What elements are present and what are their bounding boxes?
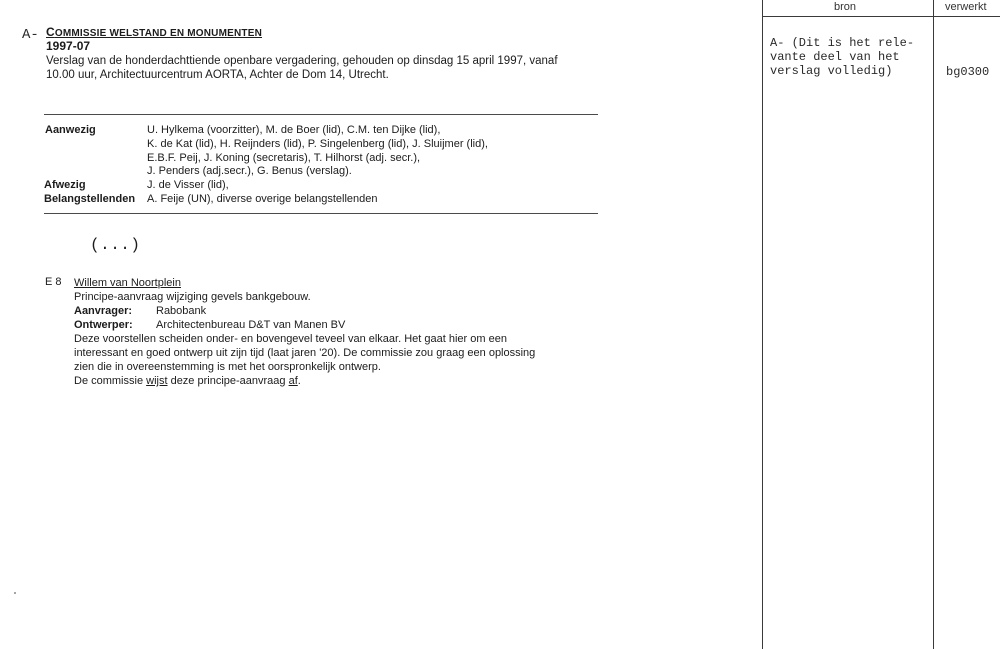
ontwerper-value: Architectenbureau D&T van Manen BV: [156, 319, 346, 331]
agenda-item: [74, 276, 594, 388]
bron-header: bron: [834, 1, 857, 13]
agenda-item-code: E 8: [45, 276, 62, 288]
section-marker: A-: [22, 27, 39, 43]
verwerkt-code: bg0300: [946, 65, 990, 79]
belangstellenden-value: A. Feije (UN), diverse overige belangstellenden: [147, 192, 378, 205]
bron-note: [770, 36, 930, 78]
afwezig-label: Afwezig: [44, 179, 86, 192]
agenda-item-subtitle: Principe-aanvraag wijziging gevels bankgebouw.: [74, 291, 311, 303]
bottom-divider: [44, 213, 598, 214]
ontwerper-label: Ontwerper:: [74, 319, 133, 331]
margin-column-divider: [933, 0, 934, 649]
omission-ellipsis: (...): [90, 236, 141, 254]
verwerkt-header: verwerkt: [945, 1, 987, 13]
conclusion-line: [74, 374, 594, 388]
conclusion-verb: wijst: [146, 375, 168, 387]
conclusion-af: af: [288, 375, 298, 387]
conclusion-text: De commissie: [74, 375, 147, 387]
bron-note-line: verslag volledig): [770, 64, 893, 78]
assessment-line: interessant en goed ontwerp uit zijn tijd (laat jaren '20). De commissie zou graag een oplossing: [74, 347, 536, 359]
belangstellenden-label: Belangstellenden: [44, 192, 136, 205]
conclusion-text: deze principe-aanvraag: [167, 375, 289, 387]
top-divider: [44, 114, 598, 115]
aanwezig-line: E.B.F. Peij, J. Koning (secretaris), T. Hilhorst (adj. secr.),: [147, 151, 421, 164]
meeting-description-line: 10.00 uur, Architectuurcentrum AORTA, Achter de Dom 14, Utrecht.: [46, 69, 389, 81]
aanwezig-line: J. Penders (adj.secr.), G. Benus (verslag).: [147, 165, 352, 178]
committee-title-initial: C: [46, 25, 55, 39]
agenda-item-title: Willem van Noortplein: [74, 277, 181, 289]
bron-note-line: vante deel van het: [770, 50, 900, 64]
document-year: 1997-07: [46, 39, 91, 53]
margin-header-line: [762, 16, 1000, 17]
aanvrager-value: Rabobank: [156, 305, 207, 317]
ontwerper-row: [74, 318, 594, 332]
afwezig-value: J. de Visser (lid),: [147, 179, 229, 192]
bron-note-line: A- (Dit is het rele-: [770, 36, 915, 50]
aanwezig-line: U. Hylkema (voorzitter), M. de Boer (lid), C.M. ten Dijke (lid),: [147, 124, 441, 136]
aanwezig-label: Aanwezig: [45, 124, 96, 136]
committee-title: [46, 25, 262, 39]
margin-column: [762, 0, 1000, 649]
conclusion-end: .: [297, 375, 301, 387]
meeting-description: [46, 54, 606, 82]
aanwezig-line: K. de Kat (lid), H. Reijnders (lid), P. Singelenberg (lid), J. Sluijmer (lid),: [147, 137, 488, 150]
assessment-paragraph: [74, 332, 594, 374]
aanvrager-label: Aanvrager:: [74, 305, 133, 317]
committee-title-rest: OMMISSIE WELSTAND EN MONUMENTEN: [54, 28, 262, 39]
assessment-line: zien die in overeenstemming is met het oorspronkelijk ontwerp.: [74, 361, 381, 373]
scan-speck: [14, 592, 16, 594]
aanvrager-row: [74, 304, 594, 318]
meeting-description-line: Verslag van de honderdachttiende openbare vergadering, gehouden op dinsdag 15 april 1997, vanaf: [46, 55, 558, 67]
assessment-line: Deze voorstellen scheiden onder- en bovengevel teveel van elkaar. Het gaat hier om een: [74, 333, 507, 345]
